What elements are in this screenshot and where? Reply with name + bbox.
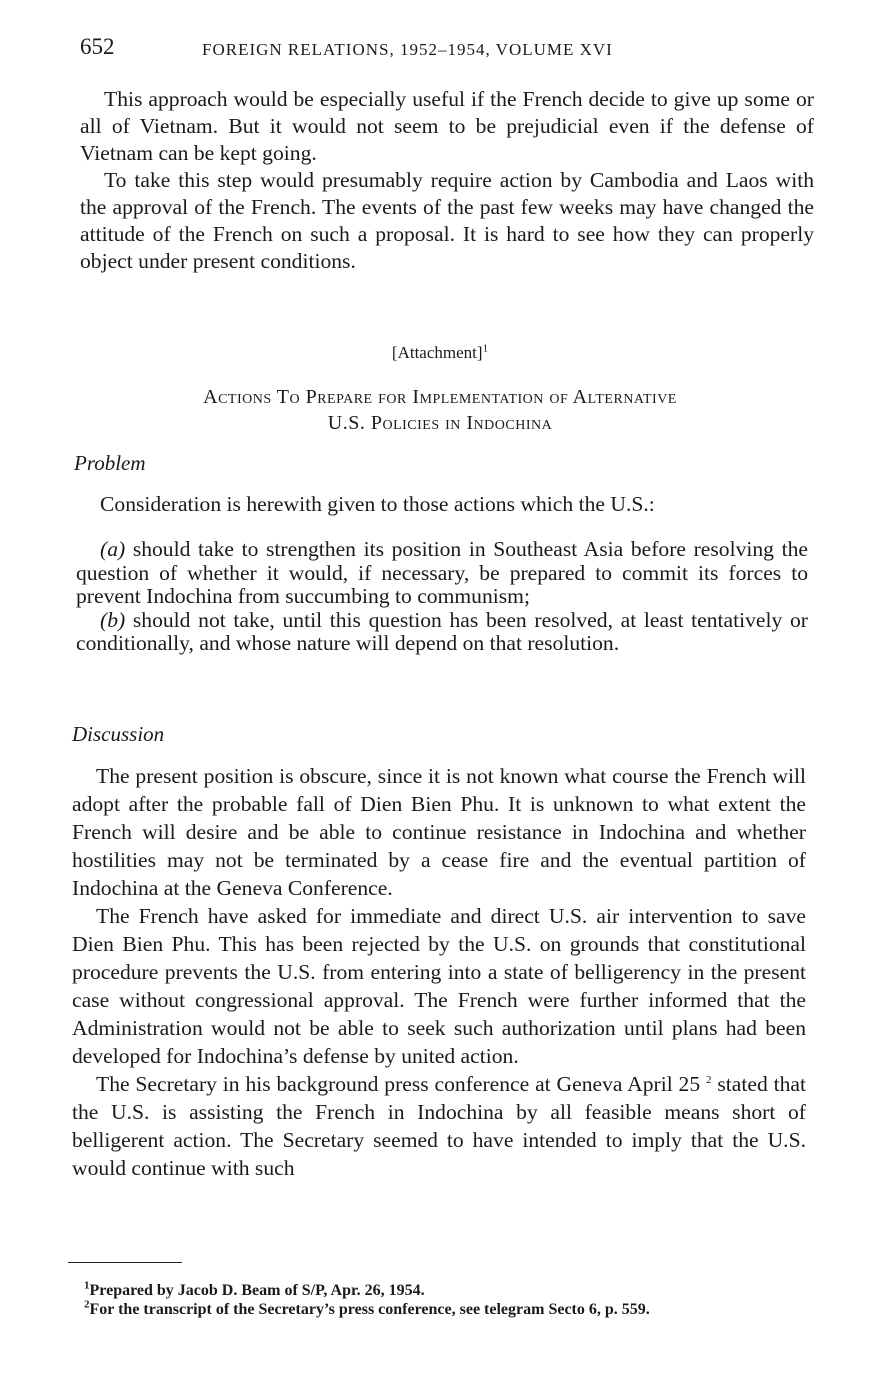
item-marker: (a) — [100, 537, 126, 561]
paragraph: The French have asked for immediate and direct U.S. air intervention to save Dien Bien Phu. This has been rejected by the U.S. on grounds that constitutional procedure prevents the U.S. from entering into a state of belligerency in the present case without congressional approval. The French were further informed that the Administration would not be able to seek such authorization until plans had been developed for Indochina’s defense by united action. — [72, 904, 806, 1068]
section-title-line: Actions To Prepare for Implementation of Alternative — [203, 386, 677, 408]
problem-items — [76, 538, 808, 656]
section-title — [70, 384, 810, 436]
problem-intro — [76, 491, 816, 518]
running-head — [80, 34, 820, 64]
paragraph: The present position is obscure, since it is not known what course the French will adopt after the probable fall of Dien Bien Phu. It is unknown to what extent the French will desire and be able to continue resistance in Indochina and whether hostilities may not be terminated by a cease fire and the eventual partition of Indochina at the Geneva Conference. — [72, 764, 806, 900]
top-paragraphs — [80, 86, 814, 275]
section-title-line: U.S. Policies in Indochina — [327, 412, 553, 434]
footnote-mark: 2 — [84, 1298, 90, 1311]
paragraph: Consideration is herewith given to those actions which the U.S.: — [100, 492, 655, 516]
paragraph-text: stated that the U.S. is assisting the French in Indochina by all feasible means short of belligerent action. The Secretary seemed to have intended to imply that the U.S. would continue with such — [72, 1072, 806, 1180]
discussion-heading: Discussion — [72, 722, 165, 746]
footnote — [76, 1281, 816, 1300]
item-text: should not take, until this question has been resolved, at least tentatively or conditionally, and whose nature will depend on that resolution. — [76, 607, 808, 655]
paragraph: This approach would be especially useful if the French decide to give up some or all of Vietnam. But it would not seem to be prejudicial even if the defense of Vietnam can be kept going. — [80, 87, 814, 165]
footnote-divider — [68, 1262, 182, 1263]
item-marker: (b) — [100, 607, 126, 632]
discussion-body — [72, 762, 806, 1182]
footnote-ref: 2 — [706, 1073, 712, 1086]
footnote-ref: 1 — [482, 342, 489, 355]
paragraph — [72, 1070, 806, 1182]
footnote-text: Prepared by Jacob D. Beam of S/P, Apr. 26, 1954. — [89, 1282, 425, 1299]
problem-heading: Problem — [74, 451, 146, 475]
list-item — [76, 538, 808, 609]
paragraph: To take this step would presumably require action by Cambodia and Laos with the approval of the French. The events of the past few weeks may have changed the attitude of the French on such a proposal. It is hard to see how they can properly object under present conditions. — [80, 168, 814, 273]
attachment-label: [Attachment] — [391, 343, 483, 362]
item-text: should take to strengthen its position in Southeast Asia before resolving the question of whether it would, if necessary, be prepared to commit its forces to prevent Indochina from succumbing to communism; — [76, 537, 808, 608]
paragraph-text: The Secretary in his background press conference at Geneva April 25 — [96, 1072, 701, 1096]
footnote — [76, 1300, 816, 1319]
list-item — [76, 609, 808, 656]
page-number: 652 — [80, 34, 115, 59]
footnotes — [76, 1281, 816, 1319]
footnote-mark: 1 — [84, 1279, 90, 1292]
attachment-heading — [70, 343, 810, 363]
footnote-text: For the transcript of the Secretary’s press conference, see telegram Secto 6, p. 559. — [89, 1301, 650, 1318]
running-title: FOREIGN RELATIONS, 1952–1954, VOLUME XVI — [202, 40, 613, 59]
